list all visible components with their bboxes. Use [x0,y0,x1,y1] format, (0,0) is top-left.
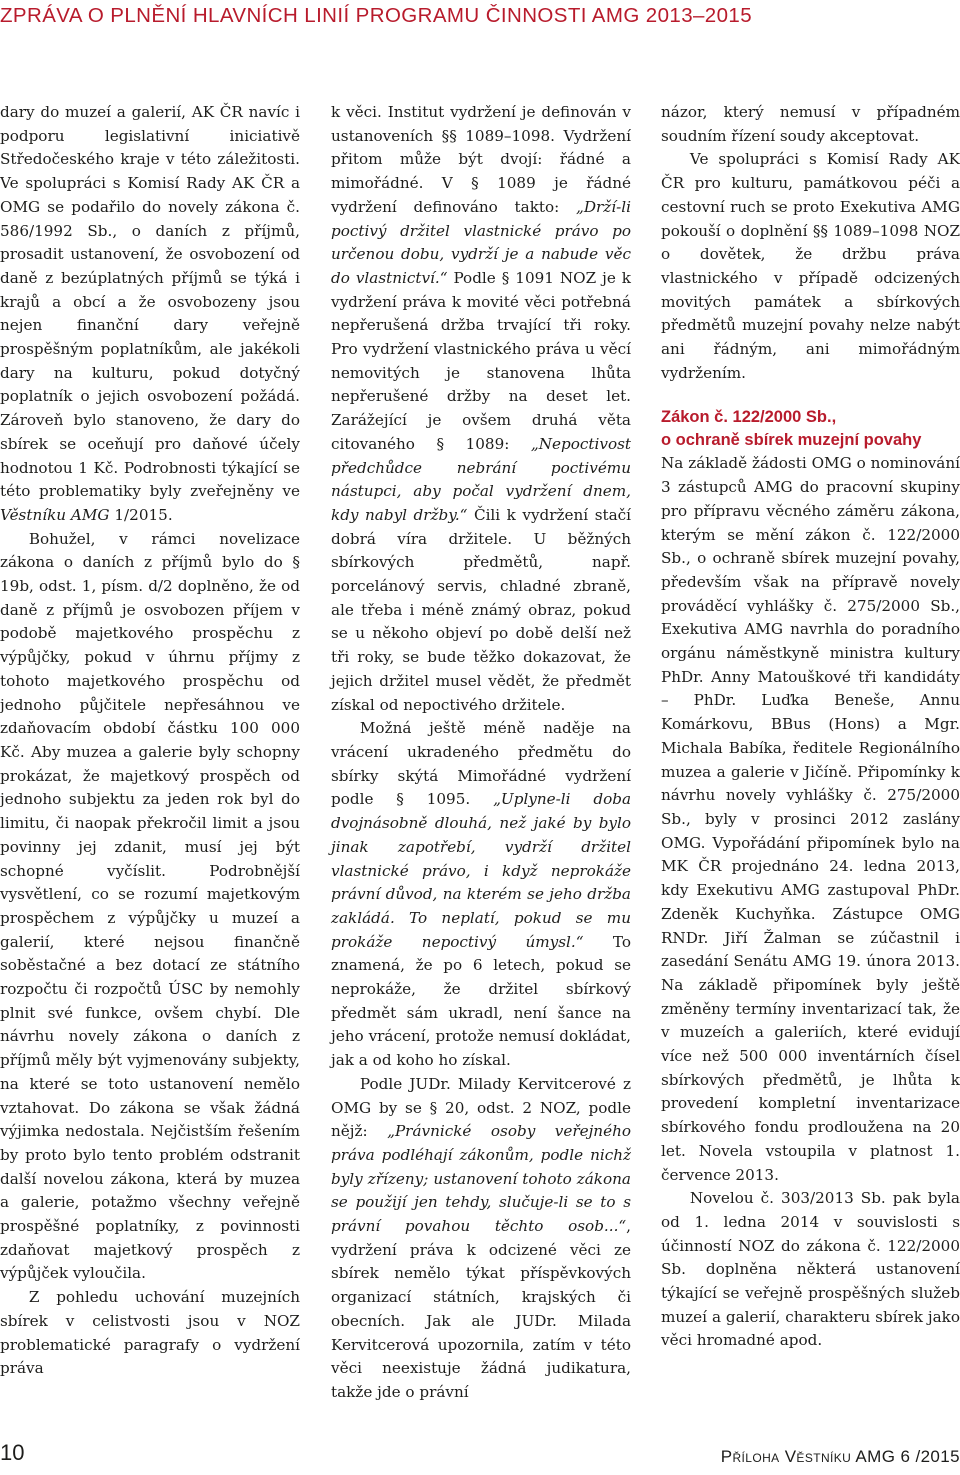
footer-publication-title: Příloha Věstníku AMG 6 /2015 [720,1447,960,1466]
section-heading-line-2: o ochraně sbírek muzejní povahy [661,431,922,450]
text-column-1 [0,101,300,1381]
paragraph: Na základě žádosti OMG o nominování 3 zástupců AMG do pracovní skupiny pro přípravu věcného záměru zákona, kterým se mění zákon č. 122/2000 Sb., o ochraně sbírek muzejní povahy, především však na přípravě novely prováděcí vyhlášky č. 275/2000 Sb., Exekutiva AMG navrhla do poradního orgánu náměstkyně ministra kultury PhDr. Anny Matouškové tři kandidáty – PhDr. Luďka Beneše, Annu Komárkovu, BBus (Hons) a Mgr. Michala Babíka, ředitele Regionálního muzea a galerie v Jičíně. Připomínky k návrhu novely vyhlášky č. 275/2000 Sb., byly v prosinci 2012 zaslány OMG. Vypořádání připomínek bylo na MK ČR projednáno 24. ledna 2013, kdy Exekutivu AMG zastupoval PhDr. Zdeněk Kuchyňka. Zástupce OMG RNDr. Jiří Žalman se zúčastnil i zasedání Senátu AMG 19. února 2013. Na základě připomínek byly ještě změněny termíny inventarizací tak, že v muzeích a galeriích, které evidují více než 500 000 inventárních čísel sbírkových předmětů, je lhůta k provedení kompletní inventarizace sbírkového fondu prodloužena na 20 let. Novela vstoupila v platnost 1. července 2013. [661,454,960,1184]
paragraph: k věci. Institut vydržení je definován v ustanoveních §§ 1089–1098. Vydržení přitom může být dvojí: řádné a mimořádné. V § 1089 je řádné vydržení definováno takto: „Drží-li poctivý držitel vlastnické právo po určenou dobu, vydrží je a nabude věc do vlastnictví.“ Podle § 1091 NOZ je k vydržení práva k movité věci potřebná nepřerušená držba trvající tři roky. Pro vydržení vlastnického práva u věcí nemovitých je stanovena lhůta nepřerušené držby na deset let. Zarážející je ovšem druhá věta citovaného § 1089: „Nepoctivost předchůdce nebrání poctivému nástupci, aby počal vydržení dnem, kdy nabyl držby.“ Čili k vydržení stačí dobrá víra držitele. U běžných sbírkových předmětů, např. porcelánový servis, chladné zbraně, ale třeba i méně známý obraz, pokud se u někoho objeví po době delší než tři roky, se bude těžko dokazovat, že jejich držitel musel vědět, že předmět získal od nepoctivého držitele. [331,103,632,714]
page-number: 10 [0,1440,25,1465]
paragraph: Bohužel, v rámci novelizace zákona o daních z příjmů bylo do § 19b, odst. 1, písm. d/2 doplněno, že od daně z příjmů je osvobozen příjem v podobě majetkového prospěchu z výpůjčky, pokud v úhrnu příjmy z tohoto majetkového prospěchu od jednoho půjčitele nepřesáhnou ve zdaňovacím období částku 100 000 Kč. Aby muzea a galerie byly schopny prokázat, že majetkový prospěch od jednoho subjektu za jeden rok byl do limitu, či naopak překročil limit a jsou povinny jej zdanit, musí jej být schopné vyčíslit. Podrobnější vysvětlení, co se rozumí majetkovým prospěchem z výpůjčky u muzeí a galerií, které nejsou finančně soběstačné a bez dotací ze státního rozpočtu či rozpočtů ÚSC by nemohly plnit své funkce, ovšem chybí. Dle návrhu novely zákona o daních z příjmů měly být vyjmenovány subjekty, na které se toto ustanovení nemělo vztahovat. Do zákona se však žádná výjimka nedostala. Nejčistším řešením by proto bylo tento problém odstranit další novelou zákona, která by muzea a galerie, potažmo všechny veřejně prospěšné poplatníky, z povinnosti zdaňovat majetkový prospěch z výpůjček vyloučila. [0,529,300,1283]
publication-name: Věstníku AMG [0,505,110,524]
section-heading-line-1: Zákon č. 122/2000 Sb., [661,408,837,427]
text-column-2 [331,101,631,1405]
law-quote: „Právnické osoby veřejného práva podléhají zákonům, podle nichž byly zřízeny; ustanovení tohoto zákona se použijí jen tehdy, slučuje-li se to s právní povahou těchto osob...“ [331,1122,631,1236]
paragraph: Ve spolupráci s Komisí Rady AK ČR pro kulturu, památkovou péči a cestovní ruch se proto Exekutiva AMG pokouší o doplnění §§ 1089–1098 NOZ o dovětek, že držbu práva vlastnického v případě odcizených movitých památek a sbírkových předmětů muzejní povahy nelze nabýt ani řádným, ani mimořádným vydržením. [661,150,960,382]
paragraph: Možná ještě méně naděje na vrácení ukradeného předmětu do sbírky skýtá Mimořádné vydržení podle § 1095. „Uplyne-li doba dvojnásobně dlouhá, než jaké by bylo jinak zapotřebí, vydrží držitel vlastnické právo, i když neprokáže právní důvod, na kterém se jeho držba zakládá. To neplatí, pokud se mu prokáže nepoctivý úmysl.“ To znamená, že po 6 letech, pokud se neprokáže, že držitel sbírkový předmět sám ukradl, není šance na jeho vrácení, protože nemusí dokládat, jak a od koho ho získal. [331,719,631,1070]
paragraph: Podle JUDr. Milady Kervitcerové z OMG by se § 20, odst. 2 NOZ, podle nějž: „Právnické osoby veřejného práva podléhají zákonům, podle nichž byly zřízeny; ustanovení tohoto zákona se použijí jen tehdy, slučuje-li se to s právní povahou těchto osob...“, vydržení práva k odcizené věci ze sbírek nemělo týkat příspěvkových organizací státních, krajských či obecních. Jak ale JUDr. Milada Kervitcerová upozornila, zatím v této věci neexistuje žádná judikatura, takže jde o právní [331,1074,631,1401]
law-quote: „Nepoctivost předchůdce nebrání poctivému nástupci, aby počal vydržení dnem, kdy nabyl držby.“ [331,434,631,524]
law-quote: „Uplyne-li doba dvojnásobně dlouhá, než jaké by bylo jinak zapotřebí, vydrží držitel vlastnické právo, i když neprokáže právní důvod, na kterém se jeho držba zakládá. To neplatí, pokud se mu prokáže nepoctivý úmysl.“ [331,790,631,951]
running-header: ZPRÁVA O PLNĚNÍ HLAVNÍCH LINIÍ PROGRAMU ČINNOSTI AMG 2013–2015 [0,4,753,27]
text-column-3 [661,101,960,1353]
paragraph: Novelou č. 303/2013 Sb. pak byla od 1. ledna 2014 v souvislosti s účinností NOZ do zákona č. 122/2000 Sb. doplněna některá ustanovení týkající se veřejně prospěšných služeb muzeí a galerií, charakteru sbírek jako věci hromadné apod. [661,1189,960,1350]
law-quote: „Drží-li poctivý držitel vlastnické právo po určenou dobu, vydrží je a nabude věc do vlastnictví.“ [331,197,631,287]
paragraph: názor, který nemusí v případném soudním řízení soudy akceptovat. [661,103,960,145]
paragraph: dary do muzeí a galerií, AK ČR navíc i podporu legislativní iniciativě Středočeského kraje v této záležitosti. Ve spolupráci s Komisí Rady AK ČR a OMG se podařilo do novely zákona č. 586/1992 Sb., o daních z příjmů, prosadit ustanovení, že osvobození od daně z bezúplatných příjmů se týká i krajů a obcí a že osvobozeny jsou nejen finanční dary veřejně prospěšným poplatníkům, ale jakékoli dary na kulturu, pokud dotyčný poplatník o jejich osvobození požádá. Zároveň bylo stanoveno, že dary do sbírek se oceňují pro daňové účely hodnotou 1 Kč. Podrobnosti týkající se této problematiky byly zveřejněny ve Věstníku AMG 1/2015. [0,103,300,524]
paragraph: Z pohledu uchování muzejních sbírek v celistvosti jsou v NOZ problematické paragrafy o vydržení práva [0,1288,300,1378]
